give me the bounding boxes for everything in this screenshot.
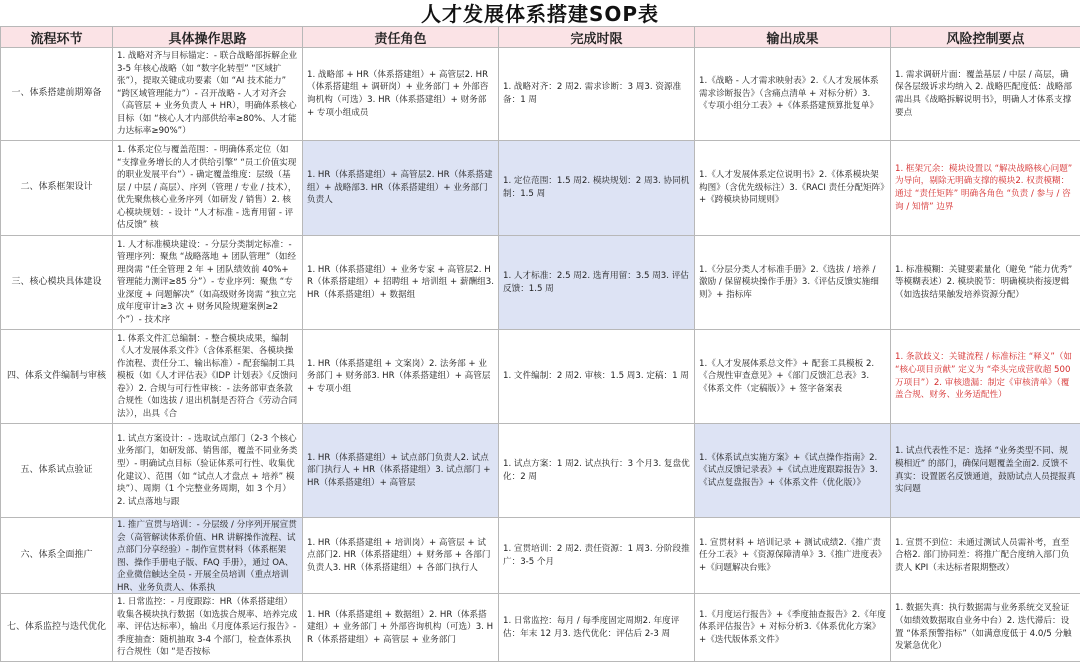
stage-text: 四、体系文件编制与审核 bbox=[1, 370, 112, 383]
table-row bbox=[1, 330, 1080, 424]
outputs-text: 1.《分层分类人才标准手册》2.《选拔 / 培养 / 激励 / 保留模块操作手册》3.《评估反馈实施细则》+ 指标库 bbox=[695, 263, 890, 303]
risks-text: 1. 条款歧义：关键流程 / 标准标注 “释义”（如 “核心项目贡献” 定义为 “牵头完成营收超 500 万项目”）2. 审核遗漏：制定《审核清单》（覆盖合规、财务、业务适配性） bbox=[891, 350, 1080, 402]
header-outputs: 输出成果 bbox=[695, 27, 891, 48]
header-deadline: 完成时限 bbox=[499, 27, 695, 48]
steps-text: 1. 试点方案设计：- 选取试点部门（2-3 个核心业务部门，如研发部、销售部，覆盖不同业务类型）- 明确试点目标（验证体系可行性、收集优化建议）、范围（如 “试点人才盘点 + 培养” 模块”）、周期（1 个完整业务周期，如 3 个月）2. 试点落地与跟 bbox=[113, 432, 302, 509]
stage-text: 二、体系框架设计 bbox=[1, 181, 112, 194]
risks-text: 1. 需求调研片面：覆盖基层 / 中层 / 高层，确保各层级诉求均纳入 2. 战略匹配度低：战略部需出具《战略拆解说明书》，明确人才体系支撑要点 bbox=[891, 68, 1080, 120]
deadline-text: 1. 日常监控：每月 / 每季度固定周期2. 年度评估：年末 12 月3. 迭代优化：评估后 2-3 周 bbox=[499, 614, 694, 641]
deadline-cell bbox=[499, 424, 695, 518]
steps-cell bbox=[113, 424, 303, 518]
roles-text: 1. HR（体系搭建组）+ 高管层2. HR（体系搭建组）+ 战略部3. HR（体系搭建组）+ 业务部门负责人 bbox=[303, 168, 498, 208]
deadline-cell bbox=[499, 518, 695, 594]
steps-text: 1. 推广宣贯与培训：- 分层级 / 分序列开展宣贯会（高管解读体系价值、HR 讲解操作流程、试点部门分享经验）- 制作宣贯材料（体系框架图、操作手册电子版、FAQ 手册），通过 OA、企业微信触达全员 - 开展全员培训（重点培训 HR、业务负责人、体系执 bbox=[113, 518, 302, 593]
stage-text: 一、体系搭建前期筹备 bbox=[1, 87, 112, 100]
deadline-cell bbox=[499, 48, 695, 141]
sop-table bbox=[0, 26, 1080, 662]
stage-cell bbox=[1, 141, 113, 236]
stage-text: 七、体系监控与迭代优化 bbox=[1, 621, 112, 634]
header-risks: 风险控制要点 bbox=[891, 27, 1080, 48]
roles-cell bbox=[303, 424, 499, 518]
risks-text: 1. 宣贯不到位：未通过测试人员需补考，直至合格2. 部门协同差：将推广配合度纳入部门负责人 KPI（未达标者限期整改） bbox=[891, 536, 1080, 576]
header-steps: 具体操作思路 bbox=[113, 27, 303, 48]
outputs-cell bbox=[695, 141, 891, 236]
stage-cell bbox=[1, 594, 113, 662]
risks-cell bbox=[891, 141, 1080, 236]
steps-cell bbox=[113, 594, 303, 662]
roles-cell bbox=[303, 518, 499, 594]
outputs-cell bbox=[695, 518, 891, 594]
steps-text: 1. 人才标准模块建设：- 分层分类制定标准：- 管理序列：聚焦 “战略落地 + 团队管理”（如经理岗需 “任全管理 2 年 + 团队绩效前 40%+ 管理能力测评≥85 分”）- 专业序列：聚焦 “专业深度 + 问题解决”（如高级财务岗需 “独立完成年度审计≥3 次 + 财务风险规避案例≥2 个”）- 技术序 bbox=[113, 238, 302, 328]
risks-cell bbox=[891, 424, 1080, 518]
steps-cell bbox=[113, 48, 303, 141]
steps-cell bbox=[113, 141, 303, 236]
outputs-text: 1.《战略 - 人才需求映射表》2.《人才发展体系需求诊断报告》（含痛点清单 + 对标分析）3.《专项小组分工表》+《体系搭建预算批复单》 bbox=[695, 74, 890, 114]
risks-cell bbox=[891, 330, 1080, 424]
outputs-cell bbox=[695, 236, 891, 330]
table-row bbox=[1, 424, 1080, 518]
page-title: 人才发展体系搭建SOP表 bbox=[0, 0, 1080, 28]
outputs-text: 1.《月度运行报告》+《季度抽查报告》2.《年度体系评估报告》+ 对标分析3.《体系优化方案》+《迭代版体系文件》 bbox=[695, 608, 890, 648]
deadline-text: 1. 宣贯培训：2 周2. 责任资源：1 周3. 分阶段推广：3-5 个月 bbox=[499, 542, 694, 569]
deadline-cell bbox=[499, 330, 695, 424]
roles-text: 1. HR（体系搭建组 + 文案岗）2. 法务部 + 业务部门 + 财务部3. HR（体系搭建组）+ 高管层 + 专项小组 bbox=[303, 357, 498, 397]
roles-cell bbox=[303, 48, 499, 141]
outputs-text: 1.《人才发展体系定位说明书》2.《体系模块架构图》（含优先级标注）3.《RACI 责任分配矩阵》+《跨模块协同规则》 bbox=[695, 168, 890, 208]
stage-cell bbox=[1, 330, 113, 424]
stage-cell bbox=[1, 236, 113, 330]
header-roles: 责任角色 bbox=[303, 27, 499, 48]
stage-text: 六、体系全面推广 bbox=[1, 549, 112, 562]
outputs-cell bbox=[695, 594, 891, 662]
roles-text: 1. HR（体系搭建组）+ 业务专家 + 高管层2. HR（体系搭建组）+ 招聘组 + 培训组 + 薪酬组3. HR（体系搭建组）+ 数据组 bbox=[303, 263, 498, 303]
deadline-text: 1. 文件编制：2 周2. 审核：1.5 周3. 定稿：1 周 bbox=[499, 369, 694, 384]
steps-text: 1. 日常监控：- 月度跟踪：HR（体系搭建组）收集各模块执行数据（如选拔合规率、培养完成率、评估达标率），输出《月度体系运行报告》- 季度抽查：随机抽取 3-4 个部门，检查体系执行合规性（如 “是否按标 bbox=[113, 595, 302, 660]
risks-text: 1. 试点代表性不足：选择 “业务类型不同、规模相近” 的部门，确保问题覆盖全面2. 反馈不真实：设置匿名反馈通道，鼓励试点人员提报真实问题 bbox=[891, 444, 1080, 496]
roles-text: 1. HR（体系搭建组 + 培训岗）+ 高管层 + 试点部门2. HR（体系搭建组）+ 财务部 + 各部门负责人3. HR（体系搭建组）+ 各部门执行人 bbox=[303, 536, 498, 576]
stage-cell bbox=[1, 518, 113, 594]
outputs-text: 1.《体系试点实施方案》+《试点操作指南》2.《试点反馈记录表》+《试点进度跟踪报告》3.《试点复盘报告》+《体系文件（优化版）》 bbox=[695, 451, 890, 491]
table-row bbox=[1, 48, 1080, 141]
stage-text: 五、体系试点验证 bbox=[1, 464, 112, 477]
outputs-cell bbox=[695, 424, 891, 518]
risks-text: 1. 标准模糊：关键要素量化（避免 “能力优秀” 等模糊表述）2. 模块脱节：明确模块衔接逻辑（如选拔结果触发培养资源分配） bbox=[891, 263, 1080, 303]
roles-text: 1. HR（体系搭建组）+ 试点部门负责人2. 试点部门执行人 + HR（体系搭建组）3. 试点部门 + HR（体系搭建组）+ 高管层 bbox=[303, 451, 498, 491]
table-row bbox=[1, 236, 1080, 330]
risks-cell bbox=[891, 518, 1080, 594]
roles-cell bbox=[303, 236, 499, 330]
risks-text: 1. 框架冗余：模块设置以 “解决战略核心问题” 为导向，剔除无明确支撑的模块2. 权责模糊：通过 “责任矩阵” 明确各角色 “负责 / 参与 / 咨询 / 知情” 边界 bbox=[891, 162, 1080, 214]
table-row bbox=[1, 594, 1080, 662]
roles-cell bbox=[303, 330, 499, 424]
table-row bbox=[1, 141, 1080, 236]
header-row bbox=[1, 27, 1080, 48]
deadline-cell bbox=[499, 141, 695, 236]
deadline-text: 1. 人才标准：2.5 周2. 选育用留：3.5 周3. 评估反馈：1.5 周 bbox=[499, 269, 694, 296]
roles-cell bbox=[303, 141, 499, 236]
steps-text: 1. 体系定位与覆盖范围：- 明确体系定位（如 “支撑业务增长的人才供给引擎” “员工价值实现的职业发展平台”）- 确定覆盖维度：层级（基层 / 中层 / 高层）、序列（管理 / 专业 / 技术），优先聚焦核心业务序列（如研发 / 销售）2. 核心模块规划：- 设计 “人才标准 - 选育用留 - 评估反馈” 核 bbox=[113, 143, 302, 233]
roles-text: 1. 战略部 + HR（体系搭建组）+ 高管层2. HR（体系搭建组 + 调研岗）+ 业务部门 + 外部咨询机构（可选）3. HR（体系搭建组）+ 财务部 + 专项小组成员 bbox=[303, 68, 498, 120]
outputs-text: 1. 宣贯材料 + 培训记录 + 测试成绩2.《推广责任分工表》+《资源保障清单》3.《推广进度表》+《问题解决台账》 bbox=[695, 536, 890, 576]
risks-cell bbox=[891, 236, 1080, 330]
stage-cell bbox=[1, 48, 113, 141]
outputs-cell bbox=[695, 48, 891, 141]
deadline-text: 1. 定位范围：1.5 周2. 模块规划：2 周3. 协同机制：1.5 周 bbox=[499, 174, 694, 201]
header-stage: 流程环节 bbox=[1, 27, 113, 48]
risks-cell bbox=[891, 594, 1080, 662]
steps-text: 1. 战略对齐与目标锚定：- 联合战略部拆解企业 3-5 年核心战略（如 “数字化转型” “区域扩张”），提取关键成功要素（如 “AI 技术能力” “跨区域管理能力”）- 召开战略 - 人才对齐会（高管层 + 业务负责人 + HR），明确体系核心目标（如 “核心人才内部供给率≥80%、人才能力达标率≥90%”） bbox=[113, 49, 302, 139]
outputs-cell bbox=[695, 330, 891, 424]
steps-cell bbox=[113, 330, 303, 424]
risks-cell bbox=[891, 48, 1080, 141]
deadline-text: 1. 试点方案：1 周2. 试点执行：3 个月3. 复盘优化：2 周 bbox=[499, 457, 694, 484]
deadline-text: 1. 战略对齐：2 周2. 需求诊断：3 周3. 资源准备：1 周 bbox=[499, 80, 694, 107]
outputs-text: 1.《人才发展体系总文件》+ 配套工具模板 2.《合规性审查意见》+《部门反馈汇总表》3.《体系文件（定稿版）》+ 签字备案表 bbox=[695, 357, 890, 397]
steps-text: 1. 体系文件汇总编制：- 整合模块成果，编制《人才发展体系文件》（含体系框架、各模块操作流程、责任分工、输出标准）- 配套编制工具模板（如《人才评估表》《IDP 计划表》《反馈问卷》）2. 合规与可行性审核：- 法务部审查条款合规性（如选拔 / 退出机制是否符合《劳动合同法》），出具《合 bbox=[113, 332, 302, 422]
roles-cell bbox=[303, 594, 499, 662]
risks-text: 1. 数据失真：执行数据需与业务系统交叉验证（如绩效数据取自业务中台）2. 迭代滞后：设置 “体系预警指标”（如满意度低于 4.0/5 分触发紧急优化） bbox=[891, 601, 1080, 653]
table-row bbox=[1, 518, 1080, 594]
steps-cell bbox=[113, 236, 303, 330]
deadline-cell bbox=[499, 594, 695, 662]
roles-text: 1. HR（体系搭建组 + 数据组）2. HR（体系搭建组）+ 业务部门 + 外部咨询机构（可选）3. HR（体系搭建组）+ 高管层 + 业务部门 bbox=[303, 608, 498, 648]
stage-text: 三、核心模块具体建设 bbox=[1, 276, 112, 289]
stage-cell bbox=[1, 424, 113, 518]
steps-cell bbox=[113, 518, 303, 594]
deadline-cell bbox=[499, 236, 695, 330]
